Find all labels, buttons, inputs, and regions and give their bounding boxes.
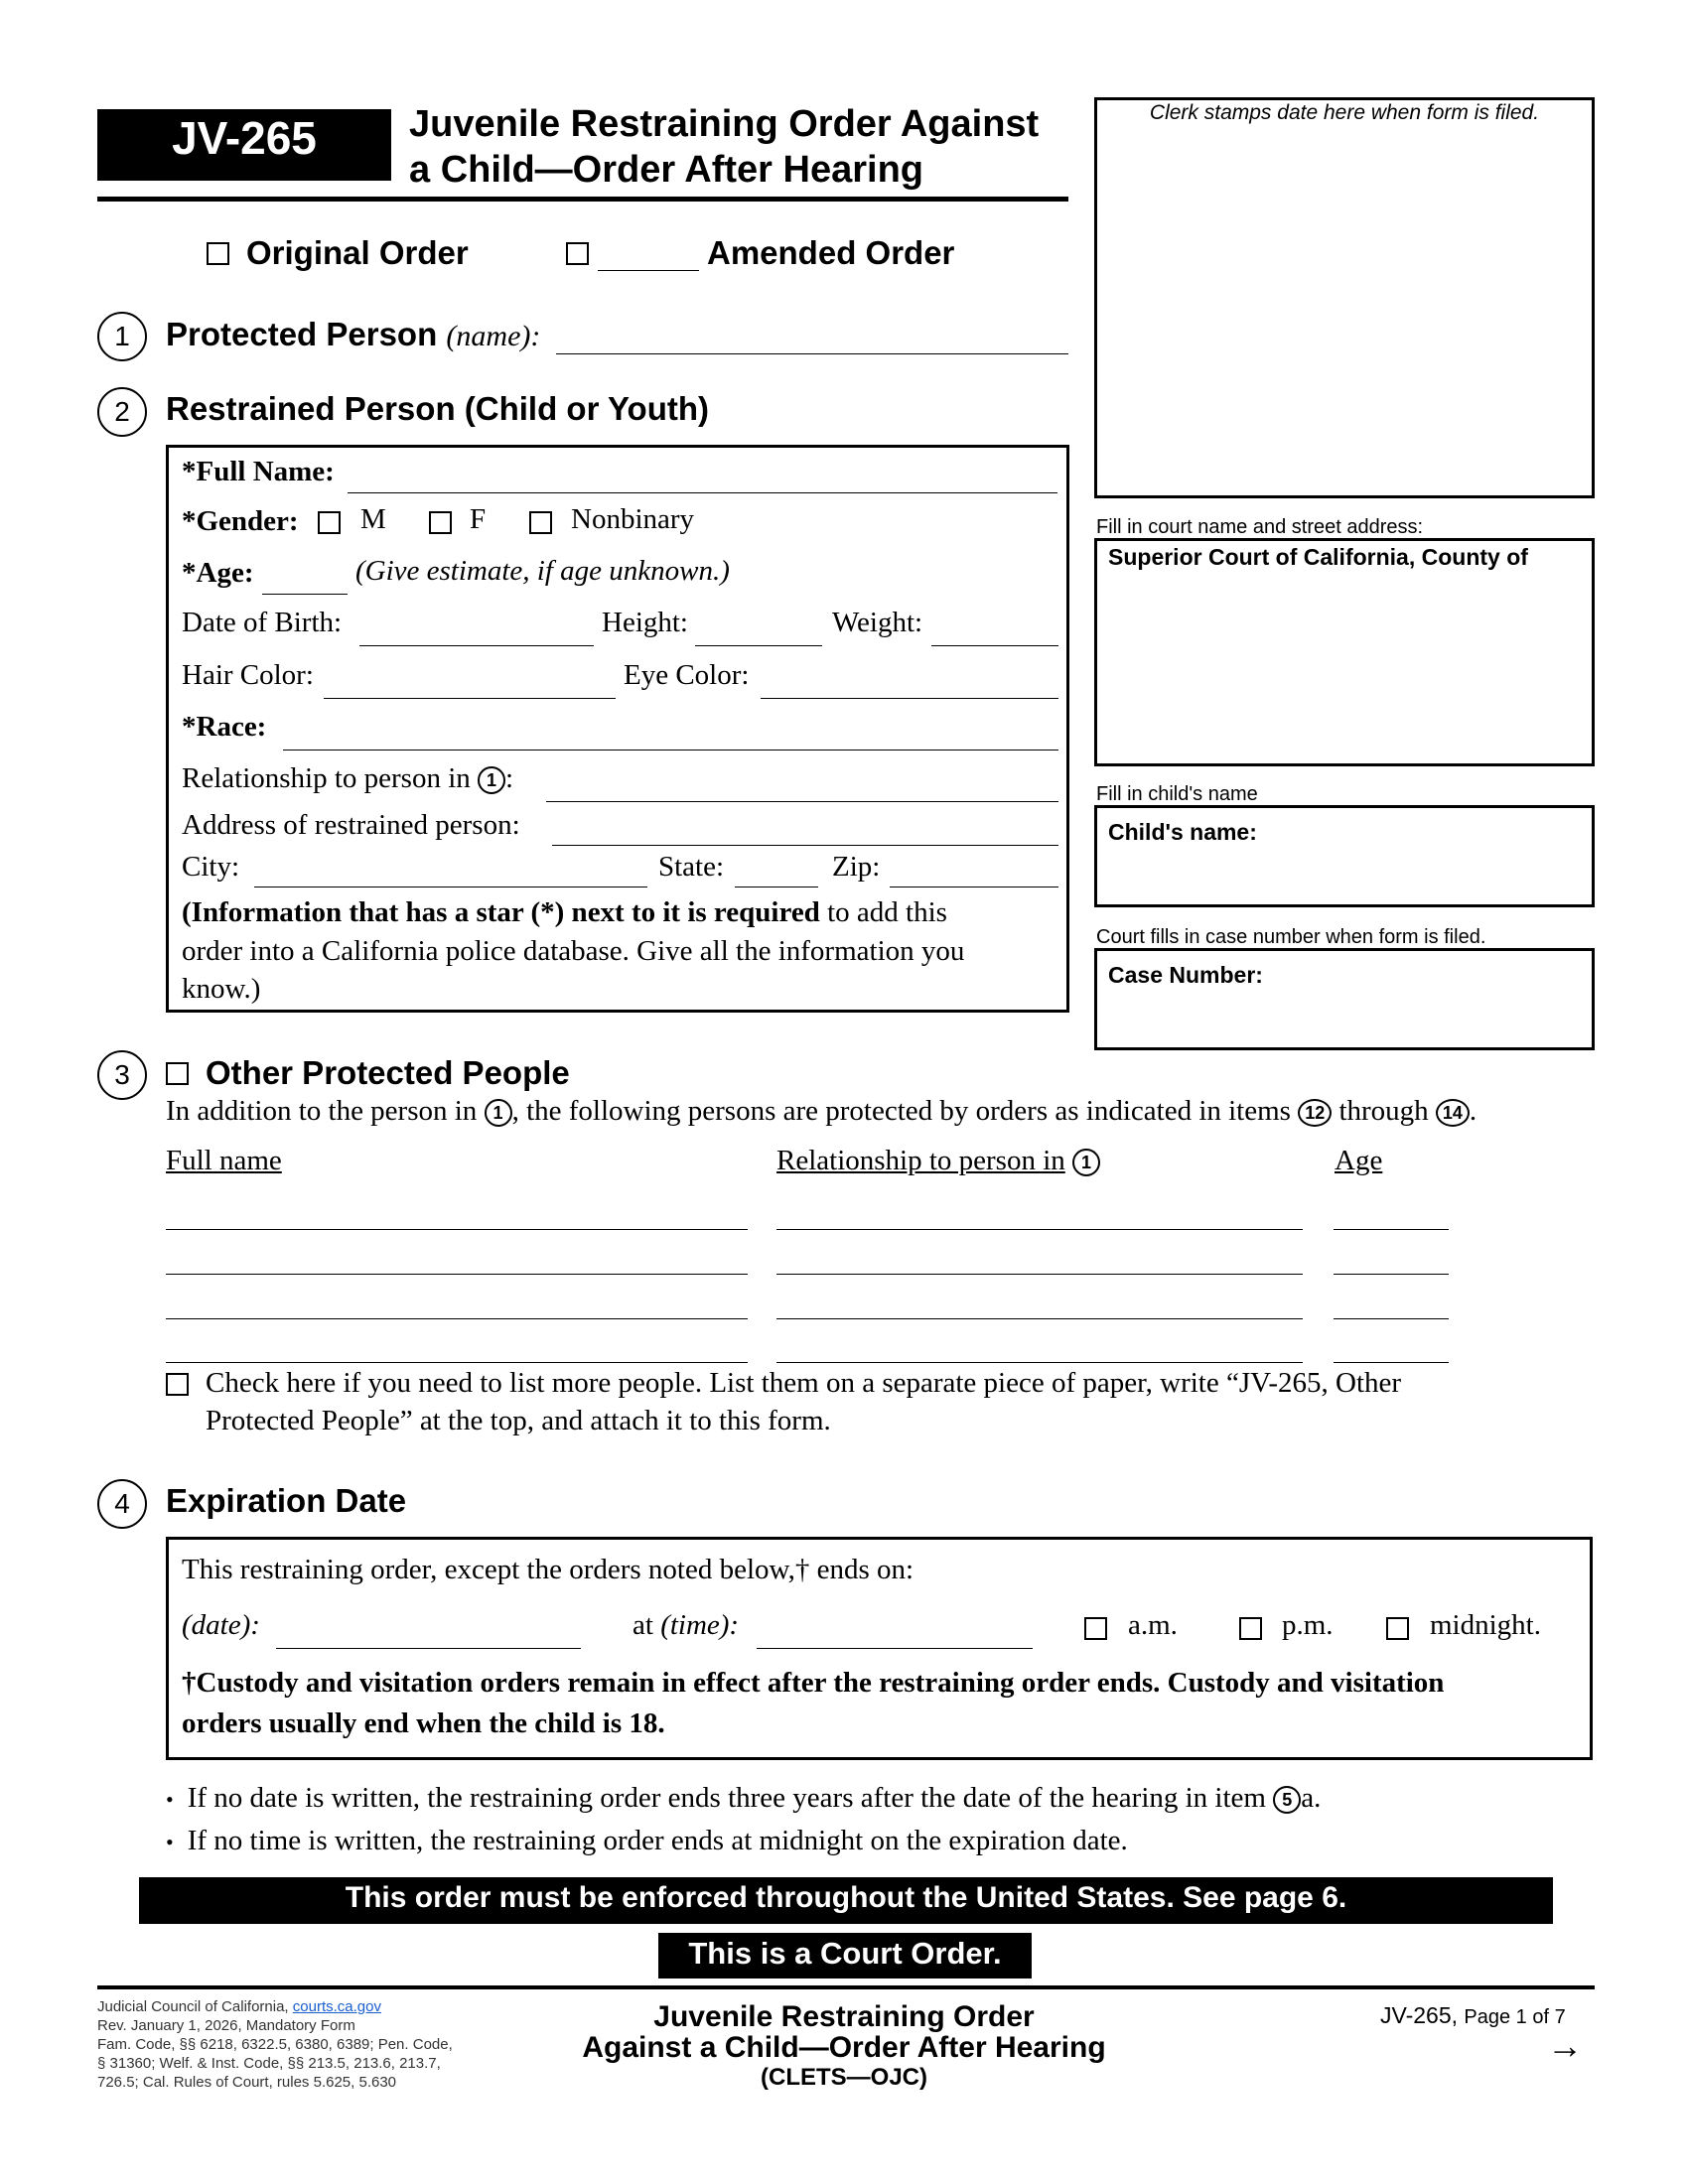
bullet-item-5: 5 — [1273, 1786, 1301, 1814]
footer-title-line1: Juvenile Restraining Order — [653, 2000, 1035, 2033]
footer-rev: Rev. January 1, 2026, Mandatory Form — [97, 2017, 355, 2034]
restrained-person-heading: Restrained Person (Child or Youth) — [166, 390, 709, 427]
footer-title-line3: (CLETS—OJC) — [761, 2064, 927, 2091]
time-label: at (time): — [633, 1609, 740, 1641]
gender-f-label: F — [470, 503, 487, 535]
col-age: Age — [1335, 1145, 1383, 1176]
required-info-note-line3: know.) — [182, 973, 261, 1005]
dob-field[interactable] — [359, 645, 594, 646]
item-number-1: 1 — [97, 312, 147, 361]
am-checkbox[interactable] — [1084, 1617, 1107, 1640]
footer-title-line2: Against a Child—Order After Hearing — [582, 2031, 1106, 2064]
court-name-value: Superior Court of California, County of — [1108, 544, 1528, 570]
bullet-no-time: • If no time is written, the restraining order ends at midnight on the expiration date. — [166, 1825, 1128, 1856]
age-label: *Age: — [182, 557, 254, 589]
clerk-stamp-label: Clerk stamps date here when form is filed. — [1149, 101, 1540, 124]
intro-item-12: 12 — [1298, 1099, 1332, 1127]
race-field[interactable] — [283, 750, 1058, 751]
full-name-label: *Full Name: — [182, 456, 335, 487]
form-title-line2: a Child—Order After Hearing — [409, 149, 924, 191]
other-person-name-field[interactable] — [166, 1362, 748, 1363]
amended-order-label: Amended Order — [707, 234, 955, 271]
item-number-3: 3 — [97, 1050, 147, 1100]
other-person-age-field[interactable] — [1334, 1318, 1449, 1319]
other-person-relationship-field[interactable] — [776, 1229, 1303, 1230]
race-label: *Race: — [182, 711, 267, 743]
gender-m-checkbox[interactable] — [318, 511, 341, 534]
courts-link[interactable]: courts.ca.gov — [292, 1998, 381, 2015]
age-field[interactable] — [262, 594, 348, 595]
expiration-time-field[interactable] — [757, 1648, 1033, 1649]
other-person-name-field[interactable] — [166, 1229, 748, 1230]
other-protected-checkbox[interactable] — [166, 1062, 189, 1085]
hair-color-label: Hair Color: — [182, 659, 314, 691]
court-name-box[interactable] — [1094, 538, 1595, 766]
other-person-age-field[interactable] — [1334, 1362, 1449, 1363]
custody-note-line2: orders usually end when the child is 18. — [182, 1707, 665, 1739]
relationship-item-1: 1 — [478, 766, 505, 794]
ends-on-text: This restraining order, except the orders noted below,† ends on: — [182, 1554, 914, 1585]
other-person-name-field[interactable] — [166, 1274, 748, 1275]
footer-form-id: JV-265, — [1380, 2002, 1458, 2028]
custody-note: †Custody and visitation orders remain in effect after the restraining order ends. Custody and visitation — [182, 1667, 1445, 1699]
footer-codes-2: § 31360; Welf. & Inst. Code, §§ 213.5, 213.6, 213.7, — [97, 2055, 441, 2072]
col-relationship-item-1: 1 — [1072, 1149, 1100, 1176]
midnight-label: midnight. — [1430, 1609, 1541, 1641]
bullet-no-date: • If no date is written, the restraining order ends three years after the date of the hearing in item 5 a. — [166, 1782, 1322, 1814]
form-title-line1: Juvenile Restraining Order Against — [409, 103, 1040, 145]
other-protected-heading: Other Protected People — [206, 1054, 570, 1091]
amended-number-field[interactable] — [598, 270, 699, 271]
child-name-label: Child's name: — [1108, 819, 1257, 845]
other-protected-intro: In addition to the person in 1 , the following persons are protected by orders as indicated in items 12 through 14 . — [166, 1095, 1477, 1127]
case-number-instruction: Court fills in case number when form is filed. — [1096, 926, 1486, 948]
original-order-checkbox[interactable] — [207, 242, 229, 265]
footer-page-number: Page 1 of 7 — [1464, 2006, 1566, 2028]
original-order-label: Original Order — [246, 234, 469, 271]
dob-label: Date of Birth: — [182, 607, 343, 638]
col-relationship: Relationship to person in 1 — [776, 1145, 1100, 1177]
other-person-name-field[interactable] — [166, 1318, 748, 1319]
expiration-date-heading: Expiration Date — [166, 1482, 407, 1519]
protected-person-heading — [166, 316, 540, 353]
relationship-field[interactable] — [546, 801, 1058, 802]
hair-color-field[interactable] — [324, 698, 616, 699]
child-name-instruction: Fill in child's name — [1096, 783, 1258, 805]
gender-f-checkbox[interactable] — [429, 511, 452, 534]
form-id: JV-265 — [172, 112, 317, 164]
state-label: State: — [658, 851, 725, 883]
gender-m-label: M — [360, 503, 386, 535]
protected-person-name-field[interactable] — [556, 353, 1068, 354]
col-full-name: Full name — [166, 1145, 282, 1176]
footer-codes-1: Fam. Code, §§ 6218, 6322.5, 6380, 6389; Pen. Code, — [97, 2036, 453, 2053]
pm-label: p.m. — [1282, 1609, 1334, 1641]
header-rule — [97, 197, 1068, 202]
height-field[interactable] — [695, 645, 822, 646]
weight-label: Weight: — [832, 607, 923, 638]
footer-codes-3: 726.5; Cal. Rules of Court, rules 5.625, 5.630 — [97, 2074, 397, 2091]
intro-item-14: 14 — [1436, 1099, 1470, 1127]
other-person-age-field[interactable] — [1334, 1229, 1449, 1230]
address-field[interactable] — [552, 845, 1058, 846]
am-label: a.m. — [1128, 1609, 1178, 1641]
case-number-label: Case Number: — [1108, 962, 1263, 988]
other-person-age-field[interactable] — [1334, 1274, 1449, 1275]
midnight-checkbox[interactable] — [1386, 1617, 1409, 1640]
more-people-text: Check here if you need to list more people. List them on a separate piece of paper, write “JV-265, Other — [206, 1367, 1402, 1399]
more-people-checkbox[interactable] — [166, 1373, 189, 1396]
other-person-relationship-field[interactable] — [776, 1274, 1303, 1275]
height-label: Height: — [602, 607, 688, 638]
protected-person-title: Protected Person — [166, 316, 438, 352]
address-label: Address of restrained person: — [182, 809, 520, 841]
item-number-2: 2 — [97, 387, 147, 437]
expiration-date-field[interactable] — [276, 1648, 581, 1649]
intro-item-1: 1 — [485, 1099, 512, 1127]
next-page-arrow-icon[interactable]: → — [1547, 2025, 1583, 2066]
clerk-stamp-box — [1094, 97, 1595, 498]
relationship-label: Relationship to person in 1 : — [182, 762, 514, 794]
full-name-field[interactable] — [348, 492, 1057, 493]
item-number-4: 4 — [97, 1479, 147, 1529]
other-person-relationship-field[interactable] — [776, 1362, 1303, 1363]
protected-person-hint: (name): — [446, 320, 541, 352]
zip-label: Zip: — [832, 851, 881, 883]
required-info-note: (Information that has a star (*) next to it is required to add this — [182, 896, 947, 928]
date-label: (date): — [182, 1609, 260, 1641]
footer-council: Judicial Council of California, courts.ca.gov — [97, 1998, 381, 2015]
gender-nonbinary-label: Nonbinary — [571, 503, 695, 535]
enforcement-banner-text: This order must be enforced throughout the United States. See page 6. — [345, 1881, 1347, 1914]
court-order-banner-text: This is a Court Order. — [688, 1936, 1002, 1971]
other-person-relationship-field[interactable] — [776, 1318, 1303, 1319]
amended-order-checkbox[interactable] — [566, 242, 589, 265]
footer-rule — [97, 1985, 1595, 1989]
court-instruction: Fill in court name and street address: — [1096, 516, 1424, 538]
age-hint: (Give estimate, if age unknown.) — [355, 555, 730, 587]
more-people-text-line2: Protected People” at the top, and attach it to this form. — [206, 1405, 831, 1436]
city-label: City: — [182, 851, 240, 883]
gender-nonbinary-checkbox[interactable] — [529, 511, 552, 534]
eye-color-label: Eye Color: — [624, 659, 750, 691]
footer-page-info — [1380, 2002, 1566, 2029]
pm-checkbox[interactable] — [1239, 1617, 1262, 1640]
required-info-note-line2: order into a California police database. Give all the information you — [182, 935, 965, 967]
weight-field[interactable] — [931, 645, 1058, 646]
eye-color-field[interactable] — [761, 698, 1058, 699]
gender-label: *Gender: — [182, 505, 299, 537]
